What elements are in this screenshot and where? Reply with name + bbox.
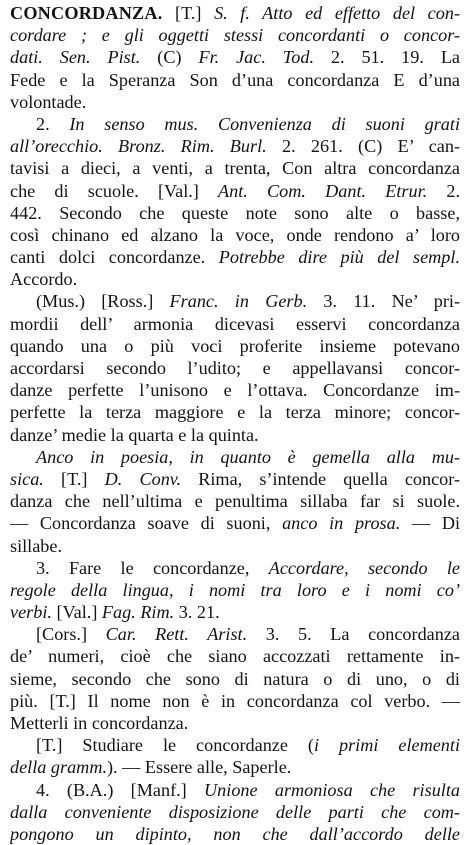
italic-text: Unione armoniosa che risulta xyxy=(204,779,460,800)
text: quando una o più voci proferite insieme potevano xyxy=(10,335,460,356)
text-line xyxy=(10,601,460,623)
italic-text: Potrebbe dire più del sempl. xyxy=(218,247,460,268)
italic-text: sica. xyxy=(10,468,44,489)
text-line xyxy=(10,379,460,401)
text-line xyxy=(10,2,460,24)
italic-text: In senso mus. Convenienza di suoni grati xyxy=(69,113,460,134)
text-line xyxy=(10,224,460,246)
text: 3. 11. Ne’ pri- xyxy=(307,291,460,312)
text-line xyxy=(10,756,460,778)
text: che di scuole. [Val.] xyxy=(10,180,219,201)
italic-text: Fag. Rim. xyxy=(101,602,175,623)
text-line xyxy=(10,490,460,512)
headword: CONCORDANZA. xyxy=(10,3,163,23)
text: Fede e la Speranza Son d’una concordanza E d’una xyxy=(10,69,460,90)
text: Metterli in concordanza. xyxy=(10,713,189,733)
text: Rima, s’intende quella concor- xyxy=(181,468,460,489)
text-line xyxy=(10,69,460,91)
italic-text: D. Conv. xyxy=(104,468,182,489)
text: [T.] xyxy=(162,3,215,23)
text-line xyxy=(10,645,460,667)
italic-text: verbi. xyxy=(10,602,52,623)
italic-text: dati. Sen. Pist. xyxy=(10,47,141,68)
text-line xyxy=(10,823,460,845)
text: tavisi a dieci, a venti, a trenta, Con altra concordanza xyxy=(10,158,460,179)
text-line xyxy=(10,335,460,357)
italic-text: Franc. in Gerb. xyxy=(169,291,308,312)
italic-text: Car. Rett. Arist. xyxy=(105,624,248,645)
text: danza che nell’ultima e penultima sillaba far si suole. xyxy=(10,491,460,512)
italic-text: i primi elementi xyxy=(313,735,460,756)
text: volontade. xyxy=(10,91,87,112)
text: — Concordanza soave di suoni, xyxy=(10,513,283,534)
italic-text: S. f. Atto ed effetto del con- xyxy=(214,3,460,23)
text: [T.] Studiare le concordanze ( xyxy=(36,735,314,756)
text: danze perfette l’unisono e l’ottava. Concordanze im- xyxy=(10,380,460,401)
text: (C) xyxy=(140,47,199,68)
italic-text: cordare ; e gli oggetti stessi concordanti o concor- xyxy=(10,25,460,46)
text-line xyxy=(10,712,460,734)
text-line xyxy=(10,512,460,534)
text-line xyxy=(10,24,460,46)
text-line xyxy=(10,446,460,468)
text: 3. Fare le concordanze, xyxy=(36,557,269,578)
text-line xyxy=(10,623,460,645)
text: 2. 261. (C) E’ can- xyxy=(266,136,460,157)
text-line xyxy=(10,157,460,179)
text-line xyxy=(10,113,460,135)
text-line xyxy=(10,202,460,224)
italic-text: regole della lingua, i nomi tra loro e i nomi co’ xyxy=(10,579,460,600)
text: [Cors.] xyxy=(36,624,106,645)
italic-text: dalla conveniente disposizione delle parti che com- xyxy=(10,801,460,822)
text: sillabe. xyxy=(10,535,63,556)
text-line xyxy=(10,246,460,268)
text-line xyxy=(10,91,460,113)
text: 3. 5. La concordanza xyxy=(247,624,460,645)
italic-text: Fr. Jac. Tod. xyxy=(198,47,314,68)
italic-text: all’orecchio. Bronz. Rim. Burl. xyxy=(10,136,267,157)
text-line xyxy=(10,557,460,579)
text-line xyxy=(10,690,460,712)
text: perfette la terza maggiore e la terza minore; concor- xyxy=(10,402,460,423)
text-line xyxy=(10,424,460,446)
text: danze’ medie la quarta e la quinta. xyxy=(10,424,259,445)
text-line xyxy=(10,290,460,312)
text: più. [T.] Il nome non è in concordanza col verbo. — xyxy=(10,690,460,711)
text: 3. 21. xyxy=(174,602,220,623)
italic-text: pongono un dipinto, non che dall’accordo delle xyxy=(10,823,460,844)
text: 4. (B.A.) [Manf.] xyxy=(36,779,205,800)
text-line xyxy=(10,668,460,690)
text-line xyxy=(10,357,460,379)
text: ). — Essere alle, Saperle. xyxy=(107,757,292,778)
text-line xyxy=(10,468,460,490)
text-line xyxy=(10,46,460,68)
text: sieme, secondo che sono di natura o di uno, o di xyxy=(10,668,460,689)
text: accordarsi secondo l’udito; e appellavansi concor- xyxy=(10,358,460,378)
text: mordii dell’ armonia dicevasi esservi concordanza xyxy=(10,313,460,334)
text-line xyxy=(10,535,460,557)
text-line xyxy=(10,401,460,423)
text: 442. Secondo che queste note sono alte o basse, xyxy=(10,202,460,223)
text: 2. xyxy=(36,113,70,134)
italic-text: Ant. Com. Dant. Etrur. xyxy=(218,180,428,201)
text-line xyxy=(10,268,460,290)
text: canti dolci concordanze. xyxy=(10,247,219,268)
dictionary-entry-concordanza xyxy=(10,2,460,845)
text-line xyxy=(10,313,460,335)
text-line xyxy=(10,135,460,157)
text: [Val.] xyxy=(51,602,102,623)
text: 2. 51. 19. La xyxy=(314,47,460,68)
text: [T.] xyxy=(43,468,105,489)
italic-text: Accordare, secondo le xyxy=(268,557,460,578)
text: — Di xyxy=(400,513,460,534)
text-line xyxy=(10,779,460,801)
italic-text: anco in prosa. xyxy=(282,513,401,534)
text: de’ numeri, cioè che siano accozzati rettamente in- xyxy=(10,646,460,667)
italic-text: Anco in poesia, in quanto è gemella alla mu- xyxy=(36,446,460,467)
text: Accordo. xyxy=(10,269,78,290)
text: (Mus.) [Ross.] xyxy=(36,291,170,312)
text-line xyxy=(10,734,460,756)
italic-text: della gramm. xyxy=(10,757,107,778)
text: così chinano ed alzano la voce, onde rendono a’ loro xyxy=(10,224,460,245)
text-line xyxy=(10,180,460,202)
text: 2. xyxy=(427,180,460,201)
text-line xyxy=(10,579,460,601)
